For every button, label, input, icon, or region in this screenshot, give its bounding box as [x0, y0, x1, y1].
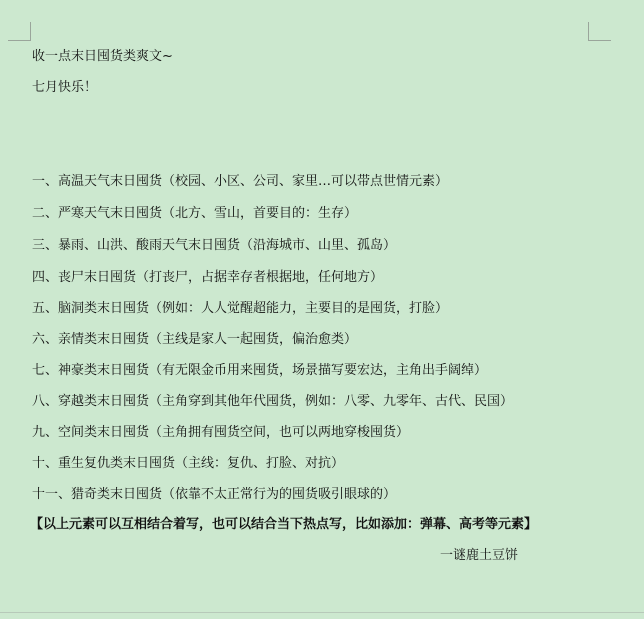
author-signature: 一谜鹿土豆饼: [440, 548, 519, 563]
list-item: 十、重生复仇类末日囤货（主线：复仇、打脸、对抗）: [32, 456, 345, 471]
page-bottom-edge: [0, 612, 644, 613]
list-item: 一、高温天气末日囤货（校园、小区、公司、家里…可以带点世情元素）: [32, 174, 449, 189]
list-item: 九、空间类末日囤货（主角拥有囤货空间，也可以两地穿梭囤货）: [32, 425, 410, 440]
list-item: 七、神豪类末日囤货（有无限金币用来囤货，场景描写要宏达，主角出手阔绰）: [32, 363, 488, 378]
list-item: 八、穿越类末日囤货（主角穿到其他年代囤货，例如：八零、九零年、古代、民国）: [32, 394, 514, 409]
list-item: 四、丧尸末日囤货（打丧尸，占据幸存者根据地，任何地方）: [32, 270, 384, 285]
greeting-text: 七月快乐！: [32, 80, 98, 95]
page-corner-mark-top-left: [8, 22, 31, 41]
intro-text: 收一点末日囤货类爽文~: [32, 49, 173, 64]
list-item: 十一、猎奇类末日囤货（依靠不太正常行为的囤货吸引眼球的）: [32, 487, 397, 502]
list-item: 五、脑洞类末日囤货（例如：人人觉醒超能力，主要目的是囤货，打脸）: [32, 301, 449, 316]
page-corner-mark-top-right: [588, 22, 611, 41]
summary-note: 【以上元素可以互相结合着写，也可以结合当下热点写，比如添加：弹幕、高考等元素】: [30, 517, 538, 532]
list-item: 二、严寒天气末日囤货（北方、雪山，首要目的：生存）: [32, 206, 358, 221]
list-item: 六、亲情类末日囤货（主线是家人一起囤货，偏治愈类）: [32, 332, 358, 347]
list-item: 三、暴雨、山洪、酸雨天气末日囤货（沿海城市、山里、孤岛）: [32, 238, 397, 253]
